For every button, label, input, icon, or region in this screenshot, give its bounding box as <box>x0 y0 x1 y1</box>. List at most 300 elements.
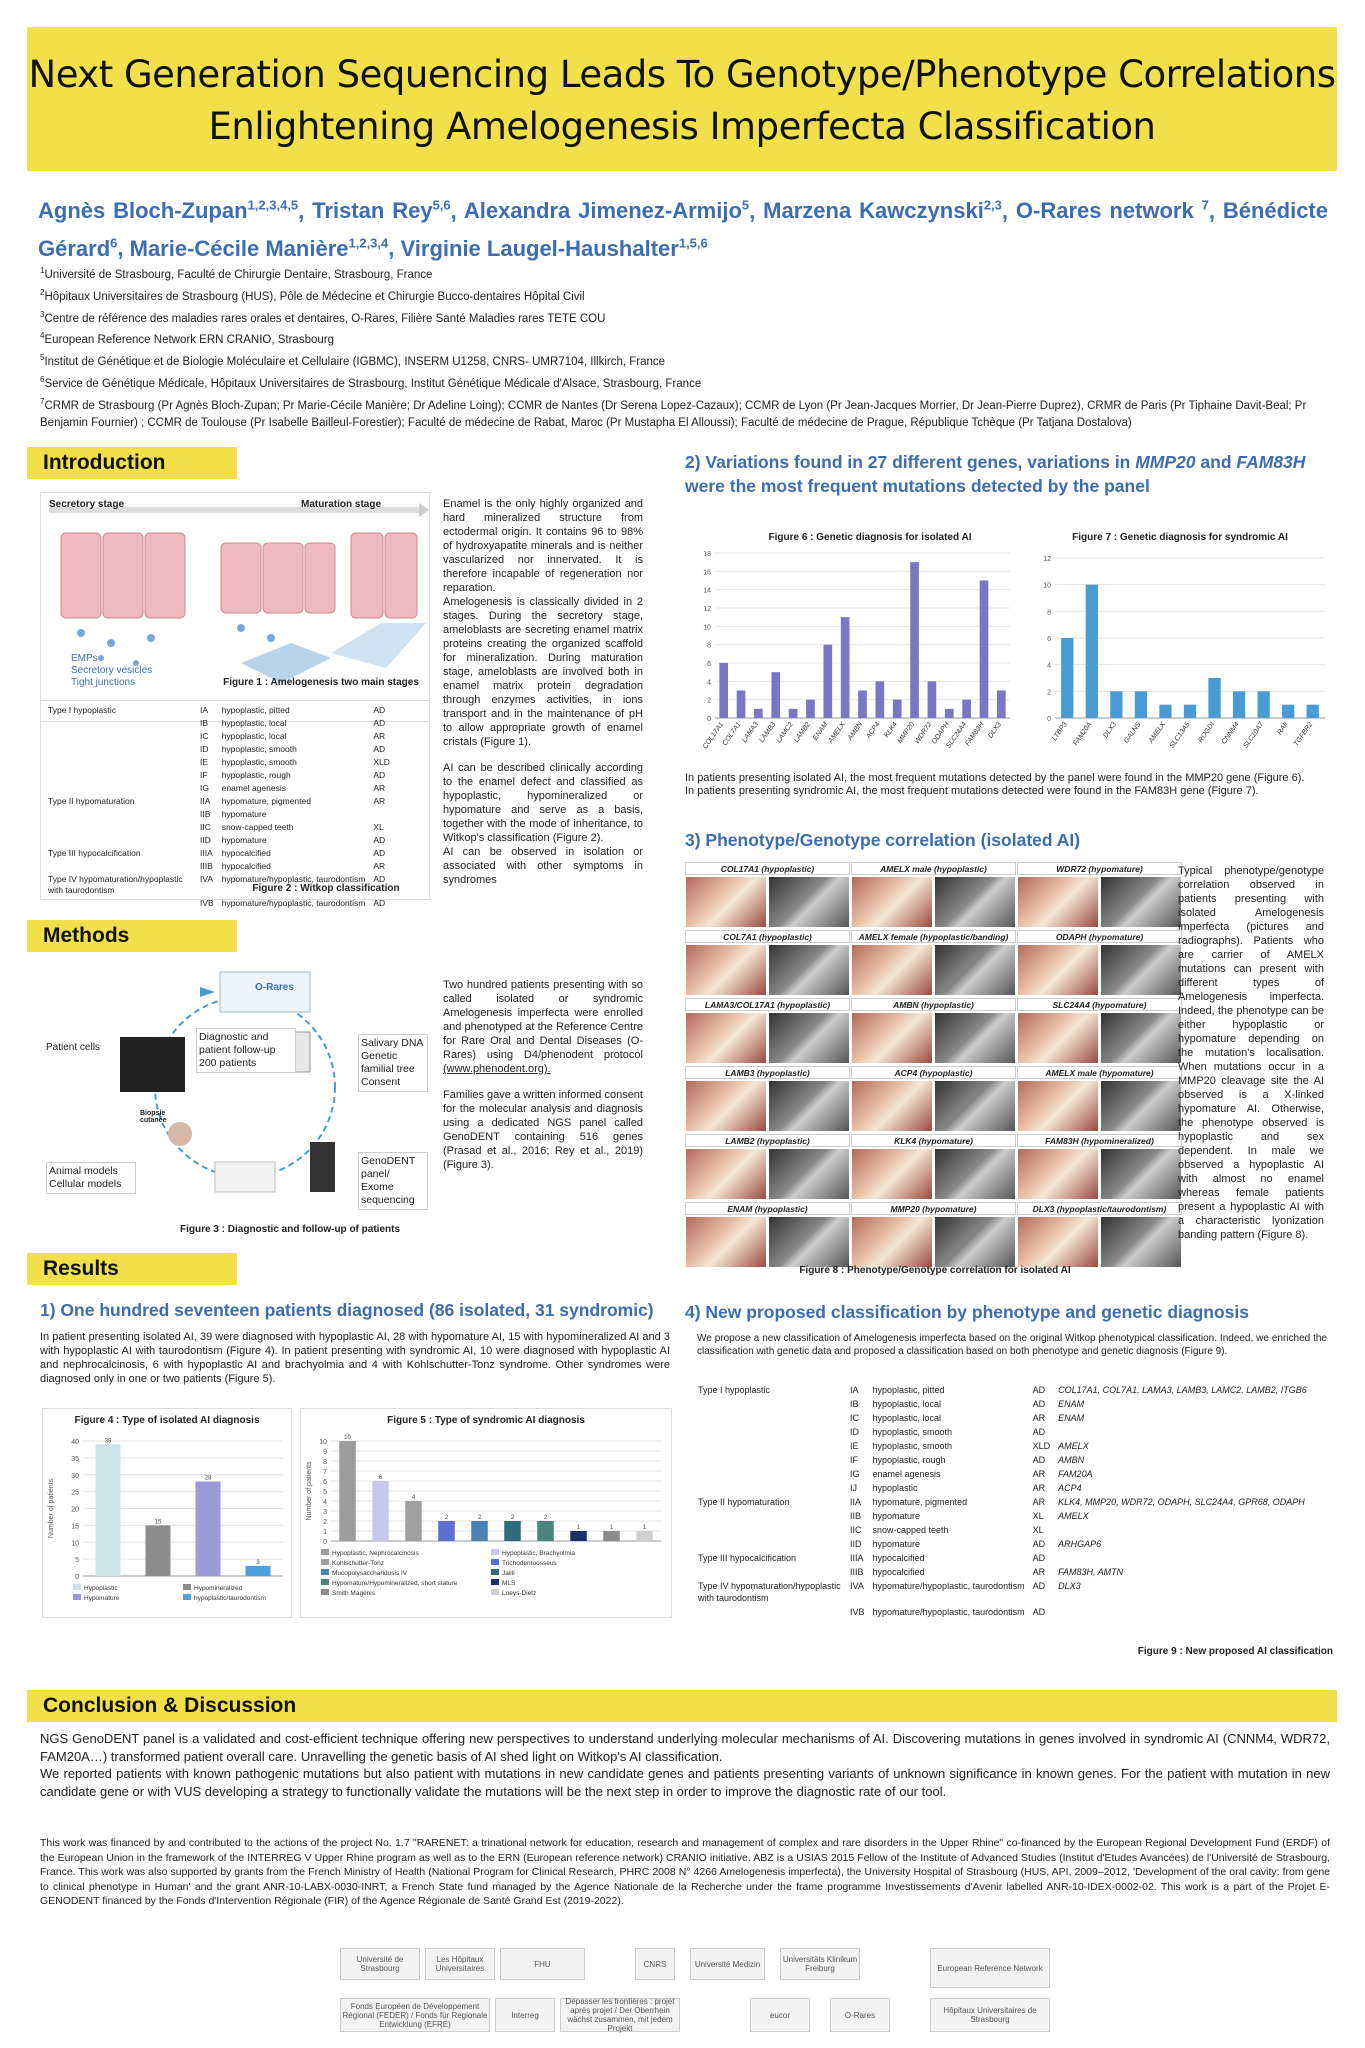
author: Tristan Rey$^{5,6}$ <box>312 198 451 224</box>
table-cell: AMELX <box>1058 1511 1089 1521</box>
table-cell: hypoplastic, smooth <box>872 1441 953 1451</box>
phenotype-label: ENAM (hypoplastic) <box>685 1202 850 1215</box>
table-cell: enamel agenesis <box>872 1469 941 1479</box>
table-cell: IIC <box>200 822 211 832</box>
y-tick-label: 8 <box>707 642 711 650</box>
table-cell <box>1055 1552 1310 1564</box>
bar <box>405 1501 422 1541</box>
author-affil-sup: 1,5,6 <box>678 235 708 251</box>
intraoral-photo <box>1017 1012 1099 1064</box>
partner-logo: European Reference Network <box>930 1948 1050 1988</box>
table-cell: snow-capped teeth <box>221 822 294 832</box>
table-cell: AD <box>373 898 386 908</box>
figure-4 <box>42 1408 292 1618</box>
y-tick-label: 0 <box>707 716 711 723</box>
table-cell: AD <box>373 848 386 858</box>
table-cell: AMBN <box>1058 1455 1085 1465</box>
table-cell <box>370 809 393 820</box>
table-cell <box>45 744 195 755</box>
table-cell <box>695 1606 845 1618</box>
affiliation: $^4$European Reference Network ERN CRANIO, Strasbourg <box>40 331 334 347</box>
intraoral-photo <box>685 944 767 996</box>
phenotype-label: SLC24A4 (hypomature) <box>1017 998 1182 1011</box>
table-cell: AD <box>1032 1427 1046 1437</box>
bar <box>841 617 850 718</box>
table-row <box>45 770 393 781</box>
table-cell: XLD <box>373 757 390 767</box>
phenotype-label: KLK4 (hypomature) <box>851 1134 1016 1147</box>
secretory-stage-label: Secretory stage <box>49 499 125 510</box>
bar <box>504 1521 521 1541</box>
intro-p4: AI can be observed in isolation or associated with other symptoms in syndromes <box>443 846 643 886</box>
bar <box>1086 585 1098 718</box>
table-cell: AR <box>373 796 386 806</box>
table-cell: AR <box>373 861 386 871</box>
table-cell: hypoplastic, pitted <box>872 1385 945 1395</box>
bar <box>719 663 728 718</box>
table-row <box>695 1538 1310 1550</box>
y-tick-label: 4 <box>707 679 711 687</box>
table-cell <box>45 898 195 909</box>
table-row <box>45 731 393 742</box>
table-row <box>695 1510 1310 1522</box>
x-tick-label: FAM83H <box>964 721 986 748</box>
table-row <box>45 835 393 846</box>
results-s4-title: 4) New proposed classification by phenotype and genetic diagnosis <box>685 1302 1249 1322</box>
figure-2-caption: Figure 2 : Witkop classification <box>252 883 400 894</box>
intraoral-photo <box>1017 1148 1099 1200</box>
figure-8-grid <box>685 862 1185 1278</box>
s2-title-fam83h: FAM83H <box>1236 452 1306 472</box>
table-cell <box>1055 1426 1310 1438</box>
table-cell: Type III hypocalcification <box>698 1553 797 1563</box>
table-row <box>45 809 393 820</box>
y-tick-label: 40 <box>71 1439 79 1446</box>
section-introduction: Introduction <box>27 447 237 479</box>
y-tick-label: 35 <box>71 1455 79 1463</box>
table-cell: snow-capped teeth <box>872 1525 949 1535</box>
radiograph <box>934 944 1016 996</box>
bar <box>570 1531 587 1541</box>
legend-swatch <box>321 1569 329 1575</box>
bar <box>636 1531 653 1541</box>
table-cell <box>45 718 195 729</box>
table-cell: AMELX <box>1058 1441 1089 1451</box>
x-tick-label: SLC10A7 <box>1242 721 1266 750</box>
table-row <box>695 1426 1310 1438</box>
bar <box>603 1531 620 1541</box>
intraoral-photo <box>851 876 933 928</box>
table-cell <box>695 1482 845 1494</box>
figure-8-caption: Figure 8 : Phenotype/Genotype correlation for isolated AI <box>799 1265 1071 1276</box>
y-tick-label: 4 <box>1047 662 1051 670</box>
data-label: 3 <box>256 1559 260 1566</box>
table-row <box>45 898 393 909</box>
x-tick-label: TGFBR2 <box>1292 721 1315 748</box>
table-cell <box>45 835 195 846</box>
table-cell: IJ <box>850 1483 858 1493</box>
table-cell: AD <box>1032 1455 1046 1465</box>
table-cell <box>695 1468 845 1480</box>
legend-swatch <box>491 1569 499 1575</box>
section-results: Results <box>27 1253 237 1285</box>
label-biopsie: Biopsie cutanée <box>140 1110 167 1124</box>
bar <box>980 581 989 719</box>
table-row <box>45 861 393 872</box>
x-tick-label: KLK4 <box>883 721 899 740</box>
table-cell: AD <box>1032 1399 1046 1409</box>
radiograph <box>1100 944 1182 996</box>
table-cell: Type IV hypomaturation/hypoplastic with taurodontism <box>48 874 183 895</box>
results-s3-title: 3) Phenotype/Genotype correlation (isolated AI) <box>685 830 1081 850</box>
label-salivary: Salivary DNA Genetic familial tree Consent <box>358 1034 428 1092</box>
partner-logo: FHU <box>500 1948 585 1980</box>
author-affil-sup: 6 <box>110 235 118 251</box>
y-tick-label: 25 <box>71 1489 79 1497</box>
intraoral-photo <box>1017 1216 1099 1268</box>
bar <box>910 562 919 718</box>
table-cell <box>695 1440 845 1452</box>
table-cell: IIIB <box>850 1567 864 1577</box>
y-tick-label: 10 <box>319 1439 327 1446</box>
figure-6 <box>685 520 1015 760</box>
data-label: 15 <box>154 1519 162 1526</box>
table-cell: FAM83H, AMTN <box>1058 1567 1124 1577</box>
data-label: 10 <box>344 1435 351 1441</box>
radiograph <box>768 1012 850 1064</box>
intraoral-photo <box>851 1012 933 1064</box>
data-label: 4 <box>411 1495 416 1501</box>
x-tick-label: AMELX <box>1147 721 1168 745</box>
radiograph <box>934 876 1016 928</box>
table-cell <box>45 861 195 872</box>
table-cell: COL17A1, COL7A1, LAMA3, LAMB3, LAMC2, LAMB2, ITGB6 <box>1058 1385 1307 1395</box>
affiliation: $^7$CRMR de Strasbourg (Pr Agnès Bloch-Zupan; Pr Marie-Cécile Manière; Dr Adeline Loing); CCMR de Nantes (Dr Serena Lopez-Cazaux); CCMR de Lyon (Pr Jean-Jacques Morrier, Dr Jean-Pierre Duprez), CRMR de Paris (Pr Tiphaine Davit-Beal; Pr Benjamin Fournier) ; CCMR de Toulouse (Pr Isabelle Bailleul-Forestier); Faculté de médecine de Rabat, Maroc (Pr Mustapha El Alloussi); Faculté de médecine de Prague, République Tchèque (Pr Tatjana Dostalova) <box>40 396 1307 429</box>
table-cell: AD <box>1032 1581 1046 1591</box>
table-cell: hypoplastic, smooth <box>221 757 297 767</box>
intraoral-photo <box>685 1216 767 1268</box>
phenodent-link[interactable]: (www.phenodent.org). <box>443 1063 551 1075</box>
conclusion-p2: We reported patients with known pathogenic mutations but also patient with mutations in new candidate genes and patients presenting variants of unknown significance in known genes. For the patient with mutation in new candidate gene or with VUS developing a strategy to functionally validate the mutations will be the next step in order to improve the diagnostic rate of our tool. <box>40 1766 1330 1799</box>
table-cell: IF <box>850 1455 858 1465</box>
table-cell <box>45 809 195 820</box>
table-row <box>695 1566 1310 1578</box>
table-cell: AD <box>373 718 386 728</box>
bar <box>1159 705 1171 718</box>
phenotype-label: AMELX male (hypomature) <box>1017 1066 1182 1079</box>
y-tick-label: 10 <box>71 1540 79 1548</box>
y-tick-label: 10 <box>1043 582 1051 590</box>
table-cell: hypoplastic, local <box>872 1413 942 1423</box>
y-tick-label: 0 <box>75 1574 79 1581</box>
phenotype-label: COL17A1 (hypoplastic) <box>685 862 850 875</box>
legend-swatch <box>491 1579 499 1585</box>
x-tick-label: LAMB3 <box>758 721 778 744</box>
table-cell <box>695 1454 845 1466</box>
x-tick-label: LTBP3 <box>1051 721 1069 743</box>
figure-1 <box>40 492 430 722</box>
bar <box>1282 705 1294 718</box>
table-cell: XL <box>1032 1511 1044 1521</box>
affiliations <box>40 262 1330 432</box>
table-cell: IB <box>850 1399 859 1409</box>
x-tick-label: FAM20A <box>1072 721 1094 748</box>
section-conclusion: Conclusion & Discussion <box>27 1690 1337 1722</box>
y-tick-label: 12 <box>703 606 711 613</box>
radiograph <box>1100 876 1182 928</box>
legend-entry: hypoplastic/taurodontism <box>194 1595 266 1602</box>
results-s3-text: Typical phenotype/genotype correlation observed in patients presenting with isolated Amelogenesis imperfecta (pictures and radiographs). Patients who are carrier of AMELX mutations can present with different types of Amelogenesis imperfecta. Indeed, the phenotype can be either hypoplastic or hypomature depending on the mutation's localisation. When mutations occur in a MMP20 cleavage site the AI observed is a X-linked hypomature AI. Otherwise, the phenotype observed is hypoplastic and sex dependent. In male we observed a hypoplastic AI with almost no enamel whereas female patients present a hypoplastic AI with a characteristic lyonization banding pattern (Figure 8). <box>1178 865 1324 1241</box>
table-cell: IIC <box>850 1525 862 1535</box>
table-cell: hypomature <box>872 1539 921 1549</box>
intraoral-photo <box>685 1148 767 1200</box>
data-label: 28 <box>204 1475 212 1482</box>
table-row <box>695 1412 1310 1424</box>
table-cell <box>695 1412 845 1424</box>
table-row <box>695 1384 1310 1396</box>
table-cell: AD <box>373 770 386 780</box>
table-cell: KLK4, MMP20, WDR72, ODAPH, SLC24A4, GPR68, ODAPH <box>1058 1497 1305 1507</box>
intraoral-photo <box>851 1216 933 1268</box>
affiliation: $^5$Institut de Génétique et de Biologie Moléculaire et Cellulaire (IGBMC), INSERM U1258, CNRS- UMR7104, Illkirch, France <box>40 353 666 369</box>
intraoral-photo <box>851 1148 933 1200</box>
table-row <box>45 757 393 768</box>
s2-title-c: and <box>1195 452 1237 472</box>
table-cell <box>45 822 195 833</box>
figure-9 <box>693 1382 1333 1662</box>
label-genodent: GenoDENT panel/ Exome sequencing <box>358 1152 428 1210</box>
x-tick-label: DLX3 <box>1102 721 1119 740</box>
table-cell: hypomature/hypoplastic, taurodontism <box>221 874 366 884</box>
table-cell: Type II hypomaturation <box>48 796 135 806</box>
legend-entry: Hypomineralized <box>194 1585 243 1592</box>
table-cell: AR <box>1032 1567 1046 1577</box>
legend-swatch <box>73 1584 81 1590</box>
table-cell <box>695 1524 845 1536</box>
legend-secretory-vesicles: Secretory vesicles <box>71 665 153 676</box>
legend-entry: Loeys-Dietz <box>502 1590 537 1597</box>
legend-entry: Mucopolysaccharidosis IV <box>332 1570 408 1577</box>
table-cell: Type I hypoplastic <box>48 705 117 715</box>
table-cell: IVB <box>850 1607 865 1617</box>
y-tick-label: 8 <box>323 1459 327 1466</box>
table-cell: Type II hypomaturation <box>698 1497 790 1507</box>
author: O-Rares network $^7$ <box>1015 198 1209 224</box>
radiograph <box>934 1012 1016 1064</box>
intraoral-photo <box>1017 876 1099 928</box>
table-cell: AD <box>373 835 386 845</box>
bar <box>789 709 798 718</box>
legend-entry: Hypomature/Hypomineralized, short stature <box>332 1580 458 1587</box>
bar <box>754 709 763 718</box>
radiograph <box>768 1216 850 1268</box>
table-row <box>695 1524 1310 1536</box>
affiliation: $^2$Hôpitaux Universitaires de Strasbourg (HUS), Pôle de Médecine et Chirurgie Bucco-dentaires Hôpital Civil <box>40 287 585 303</box>
table-cell <box>695 1398 845 1410</box>
table-row <box>695 1398 1310 1410</box>
bar <box>737 691 746 719</box>
table-cell: enamel agenesis <box>221 783 286 793</box>
bar <box>537 1521 554 1541</box>
x-tick-label: ENAM <box>812 721 830 742</box>
bar <box>1208 678 1220 718</box>
table-cell: IF <box>200 770 208 780</box>
x-tick-label: LAMC2 <box>775 721 795 745</box>
s2-title-mmp20: MMP20 <box>1135 452 1196 472</box>
y-tick-label: 18 <box>703 551 711 558</box>
table-cell <box>695 1538 845 1550</box>
table-row <box>45 783 393 794</box>
table-cell: hypoplastic, local <box>872 1399 942 1409</box>
table-cell: hypomature/hypoplastic, taurodontism <box>872 1607 1025 1617</box>
conclusion-p1: NGS GenoDENT panel is a validated and cost-efficient technique offering new perspectives to understand underlying molecular mechanisms of AI. Discovering mutations in genes involved in syndromic AI (CNNM4, WDR72, FAM20A…) transformed patient overall care. Unravelling the genetic basis of AI shed light on Witkop's AI classification. <box>40 1731 1330 1764</box>
phenotype-label: FAM83H (hypomineralized) <box>1017 1134 1182 1147</box>
table-cell: IIIB <box>200 861 213 871</box>
bar <box>806 700 815 718</box>
affiliation: $^6$Service de Génétique Médicale, Hôpitaux Universitaires de Strasbourg, Institut Génétique Médicale d'Alsace, Strasbourg, France <box>40 375 702 390</box>
partner-logo: Fonds Européen de Développement Régional (FEDER) / Fonds für Regionale Entwicklung (EFRE) <box>340 1998 490 2032</box>
y-tick-label: 0 <box>323 1539 327 1546</box>
bar <box>1258 691 1270 718</box>
title-line-2: Enlightening Amelogenesis Imperfecta Classification <box>208 105 1156 148</box>
author-affil-sup: 5 <box>741 198 750 213</box>
y-axis-label: Number of patients <box>48 1478 55 1539</box>
table-cell <box>1055 1524 1310 1536</box>
table-cell <box>45 757 195 768</box>
table-cell: hypoplastic, rough <box>872 1455 946 1465</box>
bar <box>1061 638 1073 718</box>
table-row <box>695 1606 1310 1618</box>
radiograph <box>1100 1216 1182 1268</box>
table-cell: IIIA <box>850 1553 864 1563</box>
figure-6-title: Figure 6 : Genetic diagnosis for isolated AI <box>768 532 972 543</box>
figure-1-caption: Figure 1 : Amelogenesis two main stages <box>223 677 419 688</box>
legend-entry: Hypoplastic <box>84 1585 118 1592</box>
table-cell: IC <box>200 731 209 741</box>
table-row <box>695 1468 1310 1480</box>
bar <box>823 645 832 718</box>
table-cell: ACP4 <box>1058 1483 1082 1493</box>
table-cell: XLD <box>1032 1441 1051 1451</box>
radiograph <box>934 1148 1016 1200</box>
y-tick-label: 4 <box>323 1499 327 1506</box>
s2-title-e: were the most frequent mutations detected by the panel <box>685 476 1150 496</box>
table-cell: hypomature <box>221 835 267 845</box>
table-cell: IIA <box>850 1497 862 1507</box>
table-row <box>695 1440 1310 1452</box>
table-cell: ENAM <box>1058 1413 1085 1423</box>
table-cell: IG <box>200 783 209 793</box>
y-tick-label: 16 <box>703 569 711 577</box>
x-tick-label: MMP20 <box>896 721 917 745</box>
table-cell: hypoplastic, rough <box>221 770 291 780</box>
bar <box>876 681 885 718</box>
bar <box>372 1481 389 1541</box>
x-tick-label: COL17A1 <box>701 721 726 751</box>
bar <box>471 1521 488 1541</box>
legend-swatch <box>321 1559 329 1565</box>
phenotype-label: AMELX male (hypoplastic) <box>851 862 1016 875</box>
chart-isolated-genes <box>685 538 1015 760</box>
partner-logo: Université Medizin <box>690 1948 765 1980</box>
results-s2-title <box>685 450 1325 498</box>
figure-3 <box>40 962 430 1238</box>
bar <box>1307 705 1319 718</box>
radiograph <box>934 1080 1016 1132</box>
bar <box>858 691 867 719</box>
author-affil-sup: 5,6 <box>432 198 451 213</box>
table-cell: AD <box>1032 1553 1046 1563</box>
x-tick-label: GALNS <box>1123 721 1143 745</box>
bar <box>771 672 780 718</box>
table-cell: hypomature <box>221 809 267 819</box>
author-list: Agnès Bloch-Zupan$^{1,2,3,4,5}$, Tristan Rey$^{5,6}$, Alexandra Jimenez-Armijo$^5$, Marzena Kawczynski$^{2,3}$, O-Rares network $^7$, Bénédicte Gérard$^6$, Marie-Cécile Manière$^{1,2,3,4}$, Virginie Laugel-Haushalter$^{1,5,6}$ <box>38 198 1328 261</box>
table-row <box>695 1580 1310 1604</box>
poster-title <box>27 27 1337 171</box>
legend-swatch <box>183 1584 191 1590</box>
figure-7 <box>1030 520 1330 760</box>
table-cell: AD <box>1032 1607 1046 1617</box>
s2-text-1: In patients presenting isolated AI, the most frequent mutations detected by the panel were found in the MMP20 gene (Figure 6). <box>685 772 1305 784</box>
bar <box>893 700 902 718</box>
methods-p2: Families gave a written informed consent for the molecular analysis and diagnosis using a dedicated NGS panel called GenoDENT containing 516 genes (Prasad et al., 2016; Rey et al., 2019) (Figure 3). <box>443 1089 643 1171</box>
phenotype-label: LAMA3/COL17A1 (hypoplastic) <box>685 998 850 1011</box>
partner-logo: Les Hôpitaux Universitaires <box>425 1948 495 1980</box>
legend-swatch <box>321 1579 329 1585</box>
bar <box>997 691 1006 719</box>
table-cell: AR <box>1032 1413 1046 1423</box>
table-cell: IG <box>850 1469 860 1479</box>
x-tick-label: SLC13A5 <box>1168 721 1192 750</box>
legend-entry: Hypoplastic, Brachyolmia <box>502 1550 575 1557</box>
x-tick-label: AMELX <box>827 721 847 745</box>
table-cell: AR <box>1032 1483 1046 1493</box>
table-cell: IE <box>850 1441 859 1451</box>
table-cell: IVB <box>200 898 214 908</box>
table-cell: hypoplastic, smooth <box>221 744 297 754</box>
phenotype-label: MMP20 (hypomature) <box>851 1202 1016 1215</box>
bar <box>1135 691 1147 718</box>
chart-isolated-ai-type <box>43 1426 293 1616</box>
y-tick-label: 0 <box>1047 716 1051 723</box>
label-followup: Diagnostic and patient follow-up 200 patients <box>196 1028 296 1073</box>
legend-entry: Hypoplastic, Nephrocalcinosis <box>332 1550 419 1557</box>
author-affil-sup: 7 <box>1201 198 1209 213</box>
title-line-1: Next Generation Sequencing Leads To Genotype/Phenotype Correlations <box>28 53 1336 96</box>
table-cell: IA <box>200 705 209 715</box>
partner-logo: Dépasser les frontières : projet après projet / Der Oberrhein wächst zusammen, mit jedem Projekt <box>560 1998 680 2032</box>
table-cell: hypocalcified <box>872 1567 925 1577</box>
maturation-stage-label: Maturation stage <box>301 499 382 510</box>
partner-logo: O-Rares <box>830 1998 890 2032</box>
table-cell: ENAM <box>1058 1399 1085 1409</box>
intraoral-photo <box>685 1080 767 1132</box>
logo-strip <box>330 1948 1110 2038</box>
results-s4-text: We propose a new classification of Amelogenesis imperfecta based on the original Witkop phenotypical classification. Indeed, we enriched the classification with genetic data and proposed a classification based on both phenotype and genetic diagnosis (Figure 9). <box>697 1333 1327 1357</box>
table-cell: AR <box>373 731 386 741</box>
legend-swatch <box>491 1549 499 1555</box>
table-cell: AD <box>1032 1385 1046 1395</box>
table-cell: IIIA <box>200 848 213 858</box>
table-cell: DLX3 <box>1058 1581 1081 1591</box>
partner-logo: CNRS <box>635 1948 675 1980</box>
y-tick-label: 6 <box>707 661 711 668</box>
table-cell: ARHGAP6 <box>1058 1539 1102 1549</box>
table-cell <box>695 1566 845 1578</box>
table-cell <box>695 1510 845 1522</box>
phenotype-label: DLX3 (hypoplastic/taurodontism) <box>1017 1202 1182 1215</box>
legend-swatch <box>491 1589 499 1595</box>
